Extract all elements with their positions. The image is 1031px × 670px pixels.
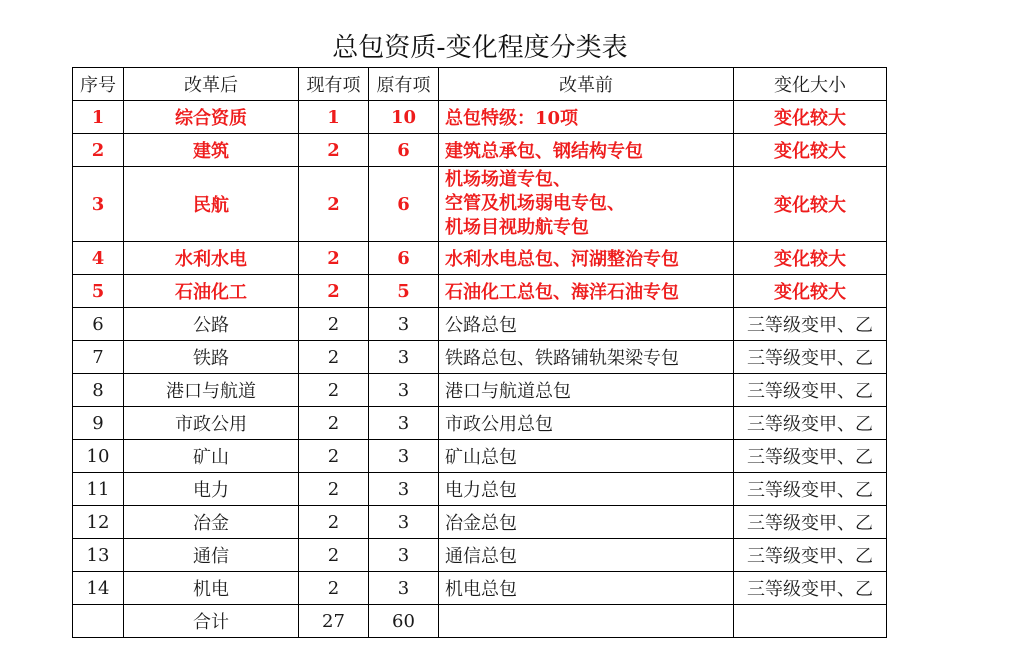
cell-original: 3 bbox=[369, 473, 439, 506]
cell-before-line: 机场目视助航专包 bbox=[445, 217, 589, 238]
cell-before bbox=[439, 341, 734, 374]
cell-after: 电力 bbox=[124, 473, 299, 506]
cell-change: 三等级变甲、乙 bbox=[734, 506, 887, 539]
table-row bbox=[73, 242, 887, 275]
cell-original: 3 bbox=[369, 506, 439, 539]
cell-change: 三等级变甲、乙 bbox=[734, 539, 887, 572]
cell-change: 三等级变甲、乙 bbox=[734, 473, 887, 506]
total-cell-before bbox=[439, 605, 734, 638]
total-row bbox=[73, 605, 887, 638]
cell-before-line: 港口与航道总包 bbox=[445, 381, 571, 402]
cell-change: 变化较大 bbox=[734, 134, 887, 167]
cell-before bbox=[439, 242, 734, 275]
cell-after: 机电 bbox=[124, 572, 299, 605]
table-row bbox=[73, 374, 887, 407]
cell-before-line: 电力总包 bbox=[445, 480, 517, 501]
cell-before-line: 机场场道专包、 bbox=[445, 169, 571, 190]
cell-before-line: 市政公用总包 bbox=[445, 414, 553, 435]
cell-before-line: 总包特级：10项 bbox=[445, 108, 579, 129]
cell-no: 12 bbox=[73, 506, 124, 539]
cell-no: 14 bbox=[73, 572, 124, 605]
cell-original: 3 bbox=[369, 572, 439, 605]
cell-before-line: 建筑总承包、钢结构专包 bbox=[445, 141, 643, 162]
cell-change: 三等级变甲、乙 bbox=[734, 308, 887, 341]
table-row bbox=[73, 341, 887, 374]
cell-current: 2 bbox=[299, 341, 369, 374]
cell-before-line: 矿山总包 bbox=[445, 447, 517, 468]
cell-after: 通信 bbox=[124, 539, 299, 572]
cell-change: 变化较大 bbox=[734, 101, 887, 134]
table-row bbox=[73, 275, 887, 308]
table-row bbox=[73, 473, 887, 506]
header-cell-before: 改革前 bbox=[439, 68, 734, 101]
cell-original: 6 bbox=[369, 242, 439, 275]
cell-before bbox=[439, 506, 734, 539]
cell-before bbox=[439, 440, 734, 473]
cell-original: 3 bbox=[369, 407, 439, 440]
cell-original: 3 bbox=[369, 374, 439, 407]
cell-before bbox=[439, 572, 734, 605]
header-cell-after: 改革后 bbox=[124, 68, 299, 101]
cell-original: 3 bbox=[369, 539, 439, 572]
total-cell-change bbox=[734, 605, 887, 638]
cell-before bbox=[439, 374, 734, 407]
cell-no: 9 bbox=[73, 407, 124, 440]
cell-after: 综合资质 bbox=[124, 101, 299, 134]
cell-before-line: 水利水电总包、河湖整治专包 bbox=[445, 249, 679, 270]
cell-no: 2 bbox=[73, 134, 124, 167]
cell-no: 1 bbox=[73, 101, 124, 134]
cell-change: 三等级变甲、乙 bbox=[734, 341, 887, 374]
cell-current: 2 bbox=[299, 506, 369, 539]
cell-change: 三等级变甲、乙 bbox=[734, 374, 887, 407]
table-body bbox=[73, 101, 887, 638]
table-row bbox=[73, 506, 887, 539]
cell-change: 变化较大 bbox=[734, 242, 887, 275]
cell-before bbox=[439, 275, 734, 308]
cell-before-line: 空管及机场弱电专包、 bbox=[445, 193, 625, 214]
cell-before bbox=[439, 473, 734, 506]
cell-no: 4 bbox=[73, 242, 124, 275]
table-row bbox=[73, 440, 887, 473]
cell-after: 矿山 bbox=[124, 440, 299, 473]
header-cell-no: 序号 bbox=[73, 68, 124, 101]
cell-before bbox=[439, 167, 734, 242]
cell-no: 5 bbox=[73, 275, 124, 308]
cell-before bbox=[439, 308, 734, 341]
cell-change: 三等级变甲、乙 bbox=[734, 440, 887, 473]
cell-current: 2 bbox=[299, 308, 369, 341]
cell-after: 冶金 bbox=[124, 506, 299, 539]
total-label: 合计 bbox=[124, 605, 299, 638]
cell-original: 3 bbox=[369, 341, 439, 374]
table-row bbox=[73, 308, 887, 341]
cell-no: 6 bbox=[73, 308, 124, 341]
cell-before-line: 石油化工总包、海洋石油专包 bbox=[445, 282, 679, 303]
total-original: 60 bbox=[369, 605, 439, 638]
cell-before-line: 通信总包 bbox=[445, 546, 517, 567]
cell-original: 3 bbox=[369, 440, 439, 473]
cell-current: 2 bbox=[299, 539, 369, 572]
header-cell-original: 原有项 bbox=[369, 68, 439, 101]
table-row bbox=[73, 539, 887, 572]
cell-current: 2 bbox=[299, 374, 369, 407]
cell-change: 三等级变甲、乙 bbox=[734, 572, 887, 605]
table-row bbox=[73, 101, 887, 134]
header-row bbox=[73, 68, 887, 101]
table-row bbox=[73, 407, 887, 440]
cell-original: 6 bbox=[369, 167, 439, 242]
cell-before bbox=[439, 407, 734, 440]
cell-after: 建筑 bbox=[124, 134, 299, 167]
cell-current: 2 bbox=[299, 134, 369, 167]
cell-no: 3 bbox=[73, 167, 124, 242]
cell-change: 三等级变甲、乙 bbox=[734, 407, 887, 440]
cell-before-line: 冶金总包 bbox=[445, 513, 517, 534]
cell-no: 8 bbox=[73, 374, 124, 407]
cell-current: 1 bbox=[299, 101, 369, 134]
cell-no: 11 bbox=[73, 473, 124, 506]
table-row bbox=[73, 134, 887, 167]
cell-current: 2 bbox=[299, 572, 369, 605]
cell-original: 3 bbox=[369, 308, 439, 341]
header-cell-change: 变化大小 bbox=[734, 68, 887, 101]
header-cell-current: 现有项 bbox=[299, 68, 369, 101]
cell-after: 铁路 bbox=[124, 341, 299, 374]
total-cell-no bbox=[73, 605, 124, 638]
total-current: 27 bbox=[299, 605, 369, 638]
cell-after: 公路 bbox=[124, 308, 299, 341]
cell-current: 2 bbox=[299, 473, 369, 506]
cell-current: 2 bbox=[299, 167, 369, 242]
cell-before bbox=[439, 101, 734, 134]
table-row bbox=[73, 572, 887, 605]
cell-before-line: 机电总包 bbox=[445, 579, 517, 600]
classification-table bbox=[72, 67, 887, 638]
cell-current: 2 bbox=[299, 440, 369, 473]
cell-before bbox=[439, 134, 734, 167]
cell-before-line: 公路总包 bbox=[445, 315, 517, 336]
cell-current: 2 bbox=[299, 275, 369, 308]
cell-change: 变化较大 bbox=[734, 167, 887, 242]
cell-after: 民航 bbox=[124, 167, 299, 242]
table-row bbox=[73, 167, 887, 242]
cell-original: 6 bbox=[369, 134, 439, 167]
cell-current: 2 bbox=[299, 407, 369, 440]
cell-no: 13 bbox=[73, 539, 124, 572]
cell-no: 7 bbox=[73, 341, 124, 374]
cell-original: 5 bbox=[369, 275, 439, 308]
cell-before bbox=[439, 539, 734, 572]
cell-after: 石油化工 bbox=[124, 275, 299, 308]
cell-no: 10 bbox=[73, 440, 124, 473]
cell-original: 10 bbox=[369, 101, 439, 134]
cell-change: 变化较大 bbox=[734, 275, 887, 308]
page-title: 总包资质-变化程度分类表 bbox=[332, 33, 628, 63]
cell-before-line: 铁路总包、铁路铺轨架梁专包 bbox=[445, 348, 679, 369]
cell-after: 水利水电 bbox=[124, 242, 299, 275]
cell-after: 市政公用 bbox=[124, 407, 299, 440]
cell-after: 港口与航道 bbox=[124, 374, 299, 407]
cell-current: 2 bbox=[299, 242, 369, 275]
